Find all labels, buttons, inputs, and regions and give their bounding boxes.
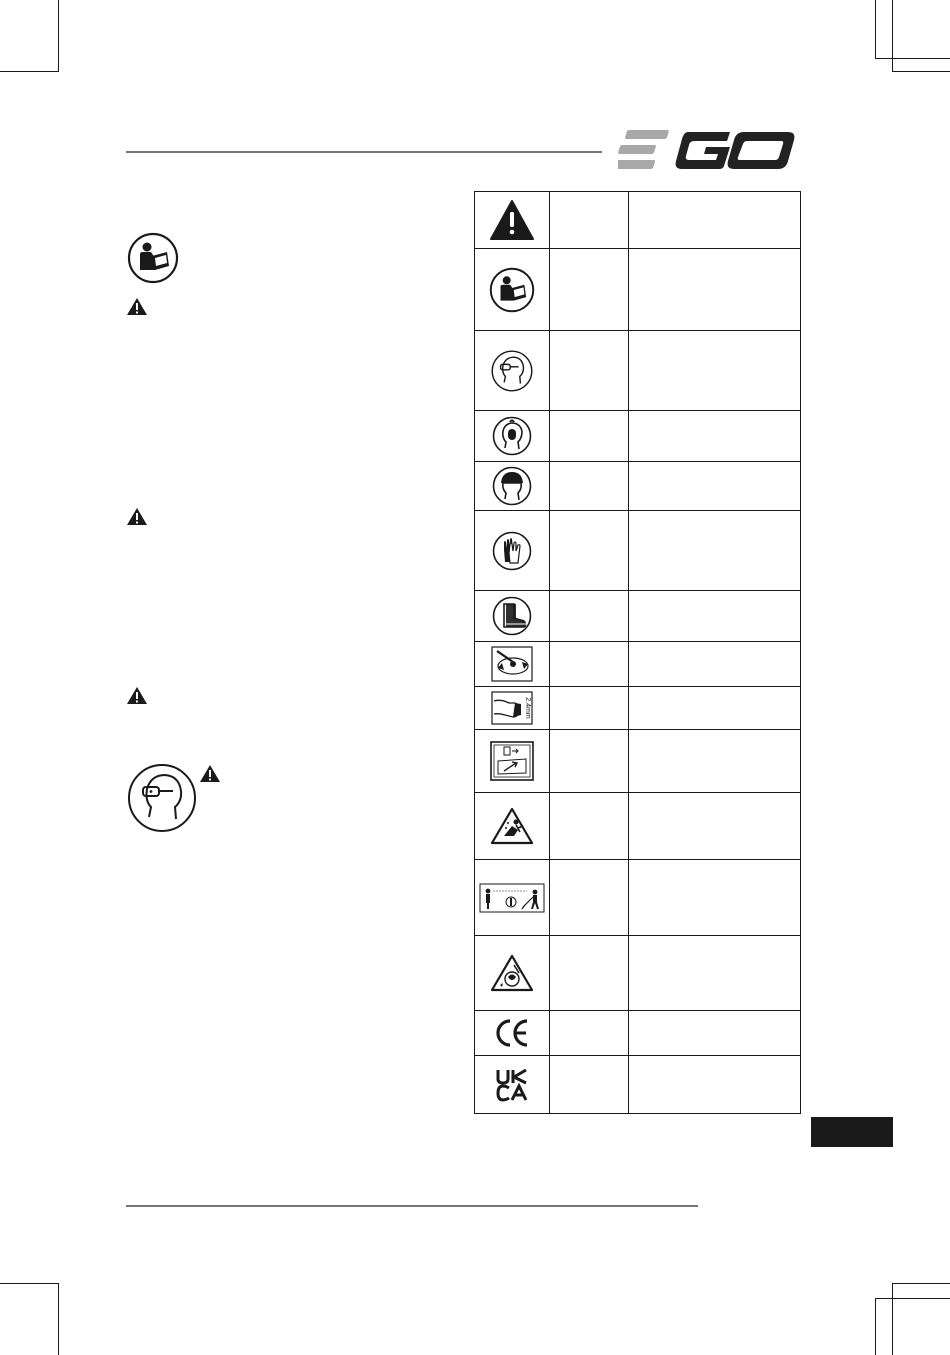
symbol-name (550, 730, 629, 793)
crop-mark (892, 71, 950, 72)
warning-triangle-icon (475, 192, 550, 249)
ear-protection-icon (475, 411, 550, 462)
table-row (475, 591, 801, 642)
remove-key-icon (475, 730, 550, 793)
ce-mark-icon (475, 1011, 550, 1056)
symbol-name (550, 192, 629, 249)
read-manual-icon (127, 232, 179, 284)
symbol-name (550, 462, 629, 511)
symbol-description (629, 936, 801, 1011)
line-diameter-icon (475, 687, 550, 730)
symbol-name (550, 1056, 629, 1114)
crop-mark (875, 1298, 876, 1355)
gloves-icon (475, 511, 550, 591)
symbol-name (550, 591, 629, 642)
symbol-name (550, 331, 629, 411)
read-manual-icon (475, 249, 550, 331)
symbol-description (629, 642, 801, 687)
rotation-direction-icon (475, 642, 550, 687)
warning-icon (126, 686, 148, 705)
symbol-description (629, 192, 801, 249)
table-row (475, 192, 801, 249)
symbol-name (550, 860, 629, 936)
table-row (475, 687, 801, 730)
symbol-name (550, 411, 629, 462)
symbol-name (550, 936, 629, 1011)
table-row (475, 936, 801, 1011)
symbol-name (550, 687, 629, 730)
table-row (475, 793, 801, 860)
table-row (475, 1011, 801, 1056)
symbol-name (550, 1011, 629, 1056)
symbol-name (550, 642, 629, 687)
symbol-description (629, 1056, 801, 1114)
footer-rule (126, 1205, 698, 1207)
symbol-table (474, 191, 801, 1114)
warning-icon (126, 507, 148, 526)
table-row (475, 249, 801, 331)
crop-mark (875, 58, 950, 59)
crop-mark (875, 1298, 950, 1299)
table-row (475, 1056, 801, 1114)
header-rule (126, 151, 602, 153)
crop-mark (892, 1283, 950, 1284)
crop-mark (58, 1283, 59, 1355)
symbol-name (550, 511, 629, 591)
symbol-name (550, 793, 629, 860)
crop-mark (892, 1283, 893, 1355)
blade-thrust-icon (475, 936, 550, 1011)
symbol-description (629, 411, 801, 462)
symbol-description (629, 249, 801, 331)
boots-icon (475, 591, 550, 642)
symbol-description (629, 462, 801, 511)
crop-mark (0, 1283, 58, 1284)
eye-protection-icon (127, 763, 197, 833)
crop-mark (0, 71, 58, 72)
language-tab (811, 1117, 893, 1147)
table-row (475, 511, 801, 591)
brand-logo (618, 128, 800, 172)
crop-mark (875, 0, 876, 58)
crop-mark (58, 0, 59, 72)
symbol-description (629, 331, 801, 411)
warning-icon (126, 297, 148, 316)
warning-icon (199, 764, 221, 783)
symbol-description (629, 591, 801, 642)
table-row (475, 642, 801, 687)
symbol-description (629, 730, 801, 793)
line-diameter-label: 2.4mm (524, 697, 531, 719)
table-row (475, 860, 801, 936)
symbol-description (629, 860, 801, 936)
symbol-name (550, 249, 629, 331)
ukca-mark-icon (475, 1056, 550, 1114)
thrown-objects-icon (475, 793, 550, 860)
symbol-description (629, 511, 801, 591)
crop-mark (892, 0, 893, 72)
bystander-distance-icon (475, 860, 550, 936)
table-row (475, 730, 801, 793)
table-row (475, 331, 801, 411)
table-row (475, 462, 801, 511)
symbol-description (629, 793, 801, 860)
table-row (475, 411, 801, 462)
symbol-description (629, 1011, 801, 1056)
head-protection-icon (475, 462, 550, 511)
symbol-description (629, 687, 801, 730)
eye-protection-icon (475, 331, 550, 411)
